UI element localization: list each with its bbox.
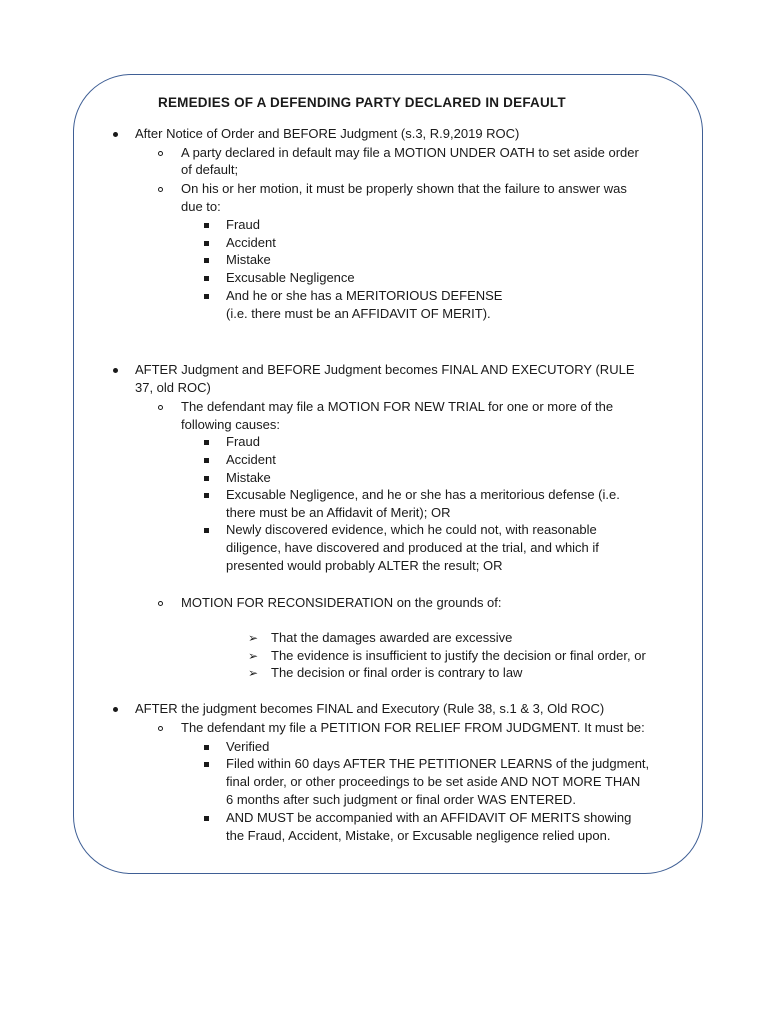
s2-ground-contrary-to-law: The decision or final order is contrary to law bbox=[271, 665, 523, 680]
bullet-disc-icon bbox=[113, 126, 118, 137]
bullet-disc-icon bbox=[113, 362, 118, 373]
bullet-circle-icon bbox=[158, 145, 163, 156]
s1-item-meritorious-defense-line-1: And he or she has a MERITORIOUS DEFENSE bbox=[226, 288, 503, 303]
bullet-square-icon bbox=[204, 288, 209, 299]
bullet-circle-icon bbox=[158, 181, 163, 192]
section-1-heading: After Notice of Order and BEFORE Judgment (s.3, R.9,2019 ROC) bbox=[135, 126, 520, 141]
s1-item-meritorious-defense-line-2: (i.e. there must be an AFFIDAVIT OF MERIT). bbox=[226, 306, 491, 321]
s3-item-filing-period-line-1: Filed within 60 days AFTER THE PETITIONER LEARNS of the judgment, bbox=[226, 756, 650, 771]
s1-point-1-line-1: A party declared in default may file a MOTION UNDER OATH to set aside order bbox=[181, 145, 639, 160]
bullet-square-icon bbox=[204, 810, 209, 821]
bullet-square-icon bbox=[204, 470, 209, 481]
s2-item-excusable-negligence-line-2: there must be an Affidavit of Merit); OR bbox=[226, 505, 451, 520]
arrow-bullet-icon: ➢ bbox=[248, 649, 259, 663]
bullet-square-icon bbox=[204, 739, 209, 750]
s2-point-1-line-2: following causes: bbox=[181, 417, 280, 432]
bullet-square-icon bbox=[204, 487, 209, 498]
arrow-bullet-icon: ➢ bbox=[248, 666, 259, 680]
s2-point-2-reconsideration: MOTION FOR RECONSIDERATION on the grounds of: bbox=[181, 595, 502, 610]
s2-item-new-evidence-line-2: diligence, have discovered and produced at the trial, and which if bbox=[226, 540, 599, 555]
s1-item-mistake: Mistake bbox=[226, 252, 271, 267]
s1-item-excusable-negligence: Excusable Negligence bbox=[226, 270, 355, 285]
s3-item-affidavit-line-2: the Fraud, Accident, Mistake, or Excusable negligence relied upon. bbox=[226, 828, 611, 843]
s2-point-1-line-1: The defendant may file a MOTION FOR NEW TRIAL for one or more of the bbox=[181, 399, 614, 414]
s1-item-accident: Accident bbox=[226, 235, 276, 250]
s2-item-accident: Accident bbox=[226, 452, 276, 467]
s3-item-filing-period-line-3: 6 months after such judgment or final order WAS ENTERED. bbox=[226, 792, 576, 807]
s3-item-affidavit-line-1: AND MUST be accompanied with an AFFIDAVIT OF MERITS showing bbox=[226, 810, 632, 825]
s2-item-mistake: Mistake bbox=[226, 470, 271, 485]
s2-item-excusable-negligence-line-1: Excusable Negligence, and he or she has a meritorious defense (i.e. bbox=[226, 487, 620, 502]
bullet-square-icon bbox=[204, 522, 209, 533]
bullet-square-icon bbox=[204, 434, 209, 445]
section-2-heading-line-2: 37, old ROC) bbox=[135, 380, 211, 395]
s3-item-filing-period-line-2: final order, or other proceedings to be set aside AND NOT MORE THAN bbox=[226, 774, 641, 789]
bullet-circle-icon bbox=[158, 595, 163, 606]
document-title: REMEDIES OF A DEFENDING PARTY DECLARED IN DEFAULT bbox=[158, 95, 566, 110]
section-3-heading: AFTER the judgment becomes FINAL and Executory (Rule 38, s.1 & 3, Old ROC) bbox=[135, 701, 605, 716]
s1-point-2-line-2: due to: bbox=[181, 199, 221, 214]
bullet-square-icon bbox=[204, 217, 209, 228]
s2-item-fraud: Fraud bbox=[226, 434, 260, 449]
bullet-square-icon bbox=[204, 252, 209, 263]
bullet-square-icon bbox=[204, 270, 209, 281]
s1-item-fraud: Fraud bbox=[226, 217, 260, 232]
bullet-square-icon bbox=[204, 235, 209, 246]
s1-point-2-line-1: On his or her motion, it must be properly shown that the failure to answer was bbox=[181, 181, 627, 196]
s3-point-1: The defendant my file a PETITION FOR RELIEF FROM JUDGMENT. It must be: bbox=[181, 720, 645, 735]
s2-item-new-evidence-line-3: presented would probably ALTER the result; OR bbox=[226, 558, 503, 573]
bullet-circle-icon bbox=[158, 720, 163, 731]
s2-ground-insufficient-evidence: The evidence is insufficient to justify the decision or final order, or bbox=[271, 648, 646, 663]
bullet-square-icon bbox=[204, 756, 209, 767]
arrow-bullet-icon: ➢ bbox=[248, 631, 259, 645]
bullet-circle-icon bbox=[158, 399, 163, 410]
s3-item-verified: Verified bbox=[226, 739, 270, 754]
s2-item-new-evidence-line-1: Newly discovered evidence, which he could not, with reasonable bbox=[226, 522, 597, 537]
bullet-disc-icon bbox=[113, 701, 118, 712]
s1-point-1-line-2: of default; bbox=[181, 162, 239, 177]
bullet-square-icon bbox=[204, 452, 209, 463]
section-2-heading-line-1: AFTER Judgment and BEFORE Judgment becomes FINAL AND EXECUTORY (RULE bbox=[135, 362, 635, 377]
s2-ground-excessive-damages: That the damages awarded are excessive bbox=[271, 630, 513, 645]
